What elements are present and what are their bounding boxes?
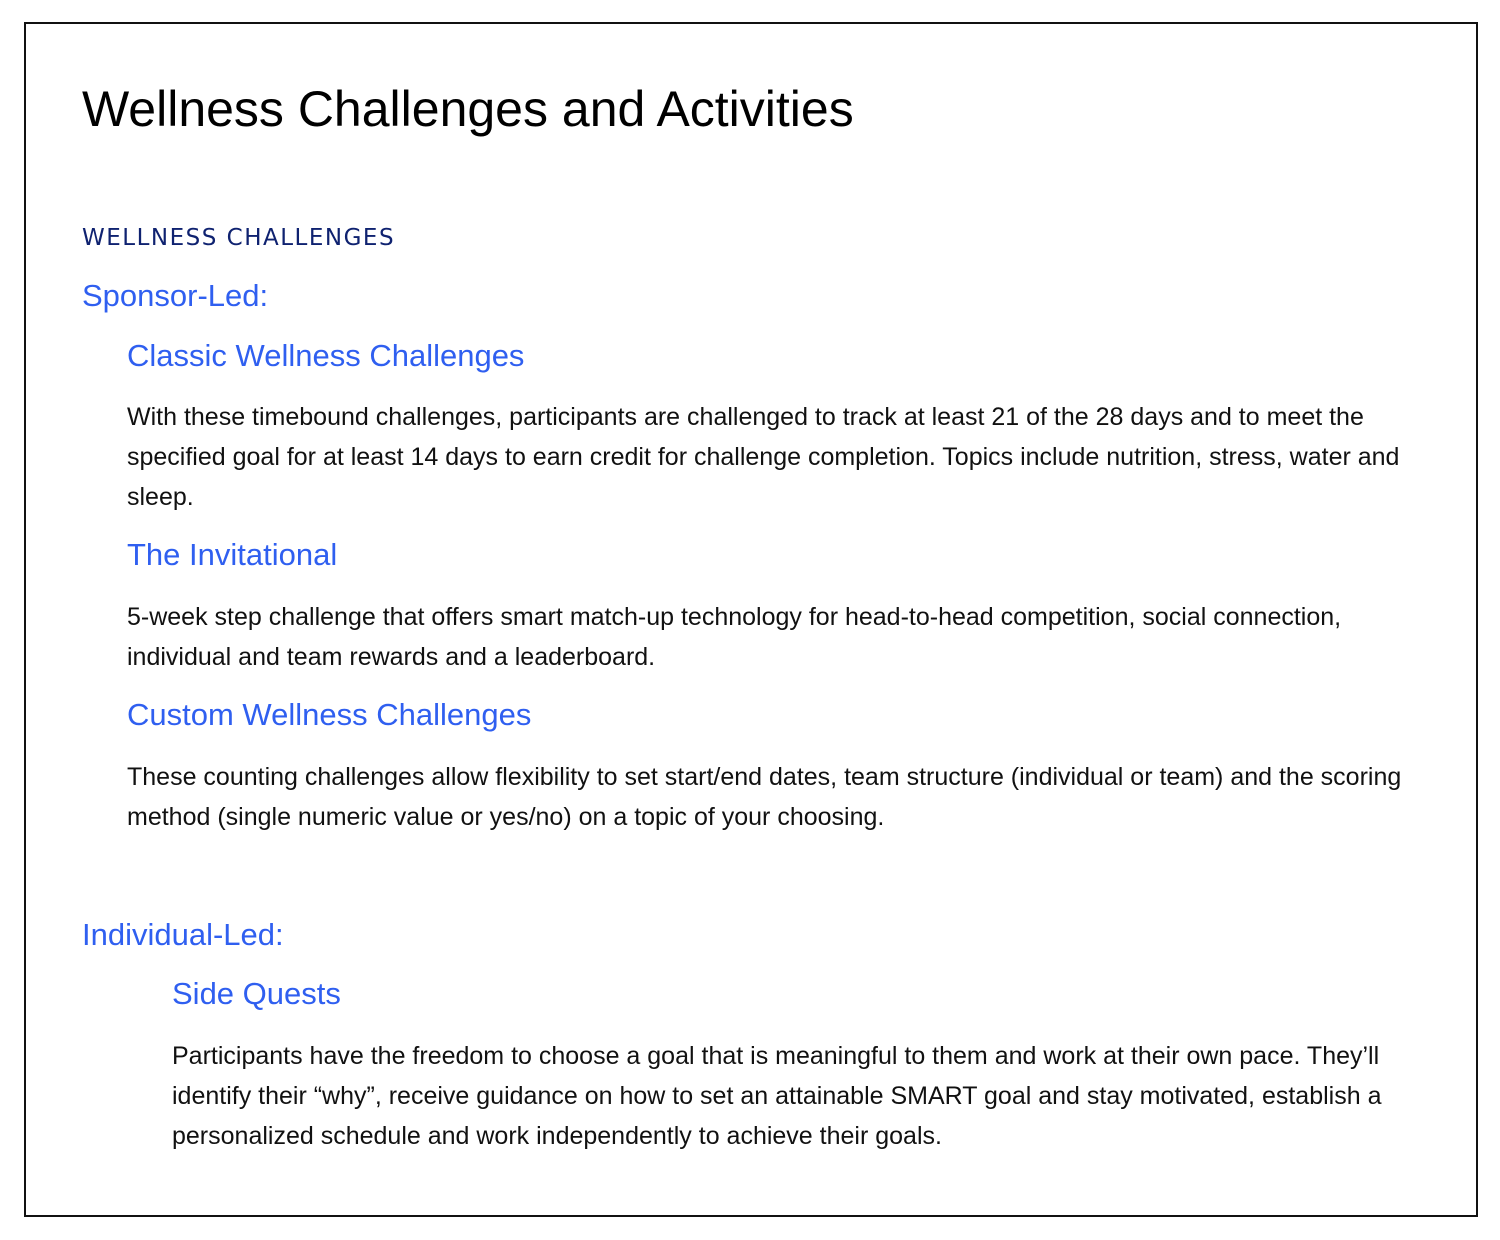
classic-wellness-challenges-title: Classic Wellness Challenges [127,338,525,373]
sponsor-led-heading: Sponsor-Led: [82,278,269,313]
side-quests-description: Participants have the freedom to choose a goal that is meaningful to them and work at their own pace. They’ll identify their “why”, receive guidance on how to set an attainable SMART goal and stay motivated, establish a personalized schedule and work independently to achieve their goals. [172,1042,1382,1150]
custom-wellness-challenges-title: Custom Wellness Challenges [127,697,532,732]
page-title: Wellness Challenges and Activities [82,81,854,137]
the-invitational-description: 5-week step challenge that offers smart match-up technology for head-to-head competition, social connection, individual and team rewards and a leaderboard. [127,603,1342,671]
the-invitational-title: The Invitational [127,537,338,572]
classic-wellness-challenges-description: With these timebound challenges, participants are challenged to track at least 21 of the 28 days and to meet the specified goal for at least 14 days to earn credit for challenge completion. Topics include nutrition, stress, water and sleep. [127,403,1400,511]
individual-led-heading: Individual-Led: [82,917,284,952]
side-quests-title: Side Quests [172,976,341,1011]
section-label: WELLNESS CHALLENGES [82,225,396,251]
custom-wellness-challenges-description: These counting challenges allow flexibility to set start/end dates, team structure (individual or team) and the scoring method (single numeric value or yes/no) on a topic of your choosing. [127,763,1402,831]
